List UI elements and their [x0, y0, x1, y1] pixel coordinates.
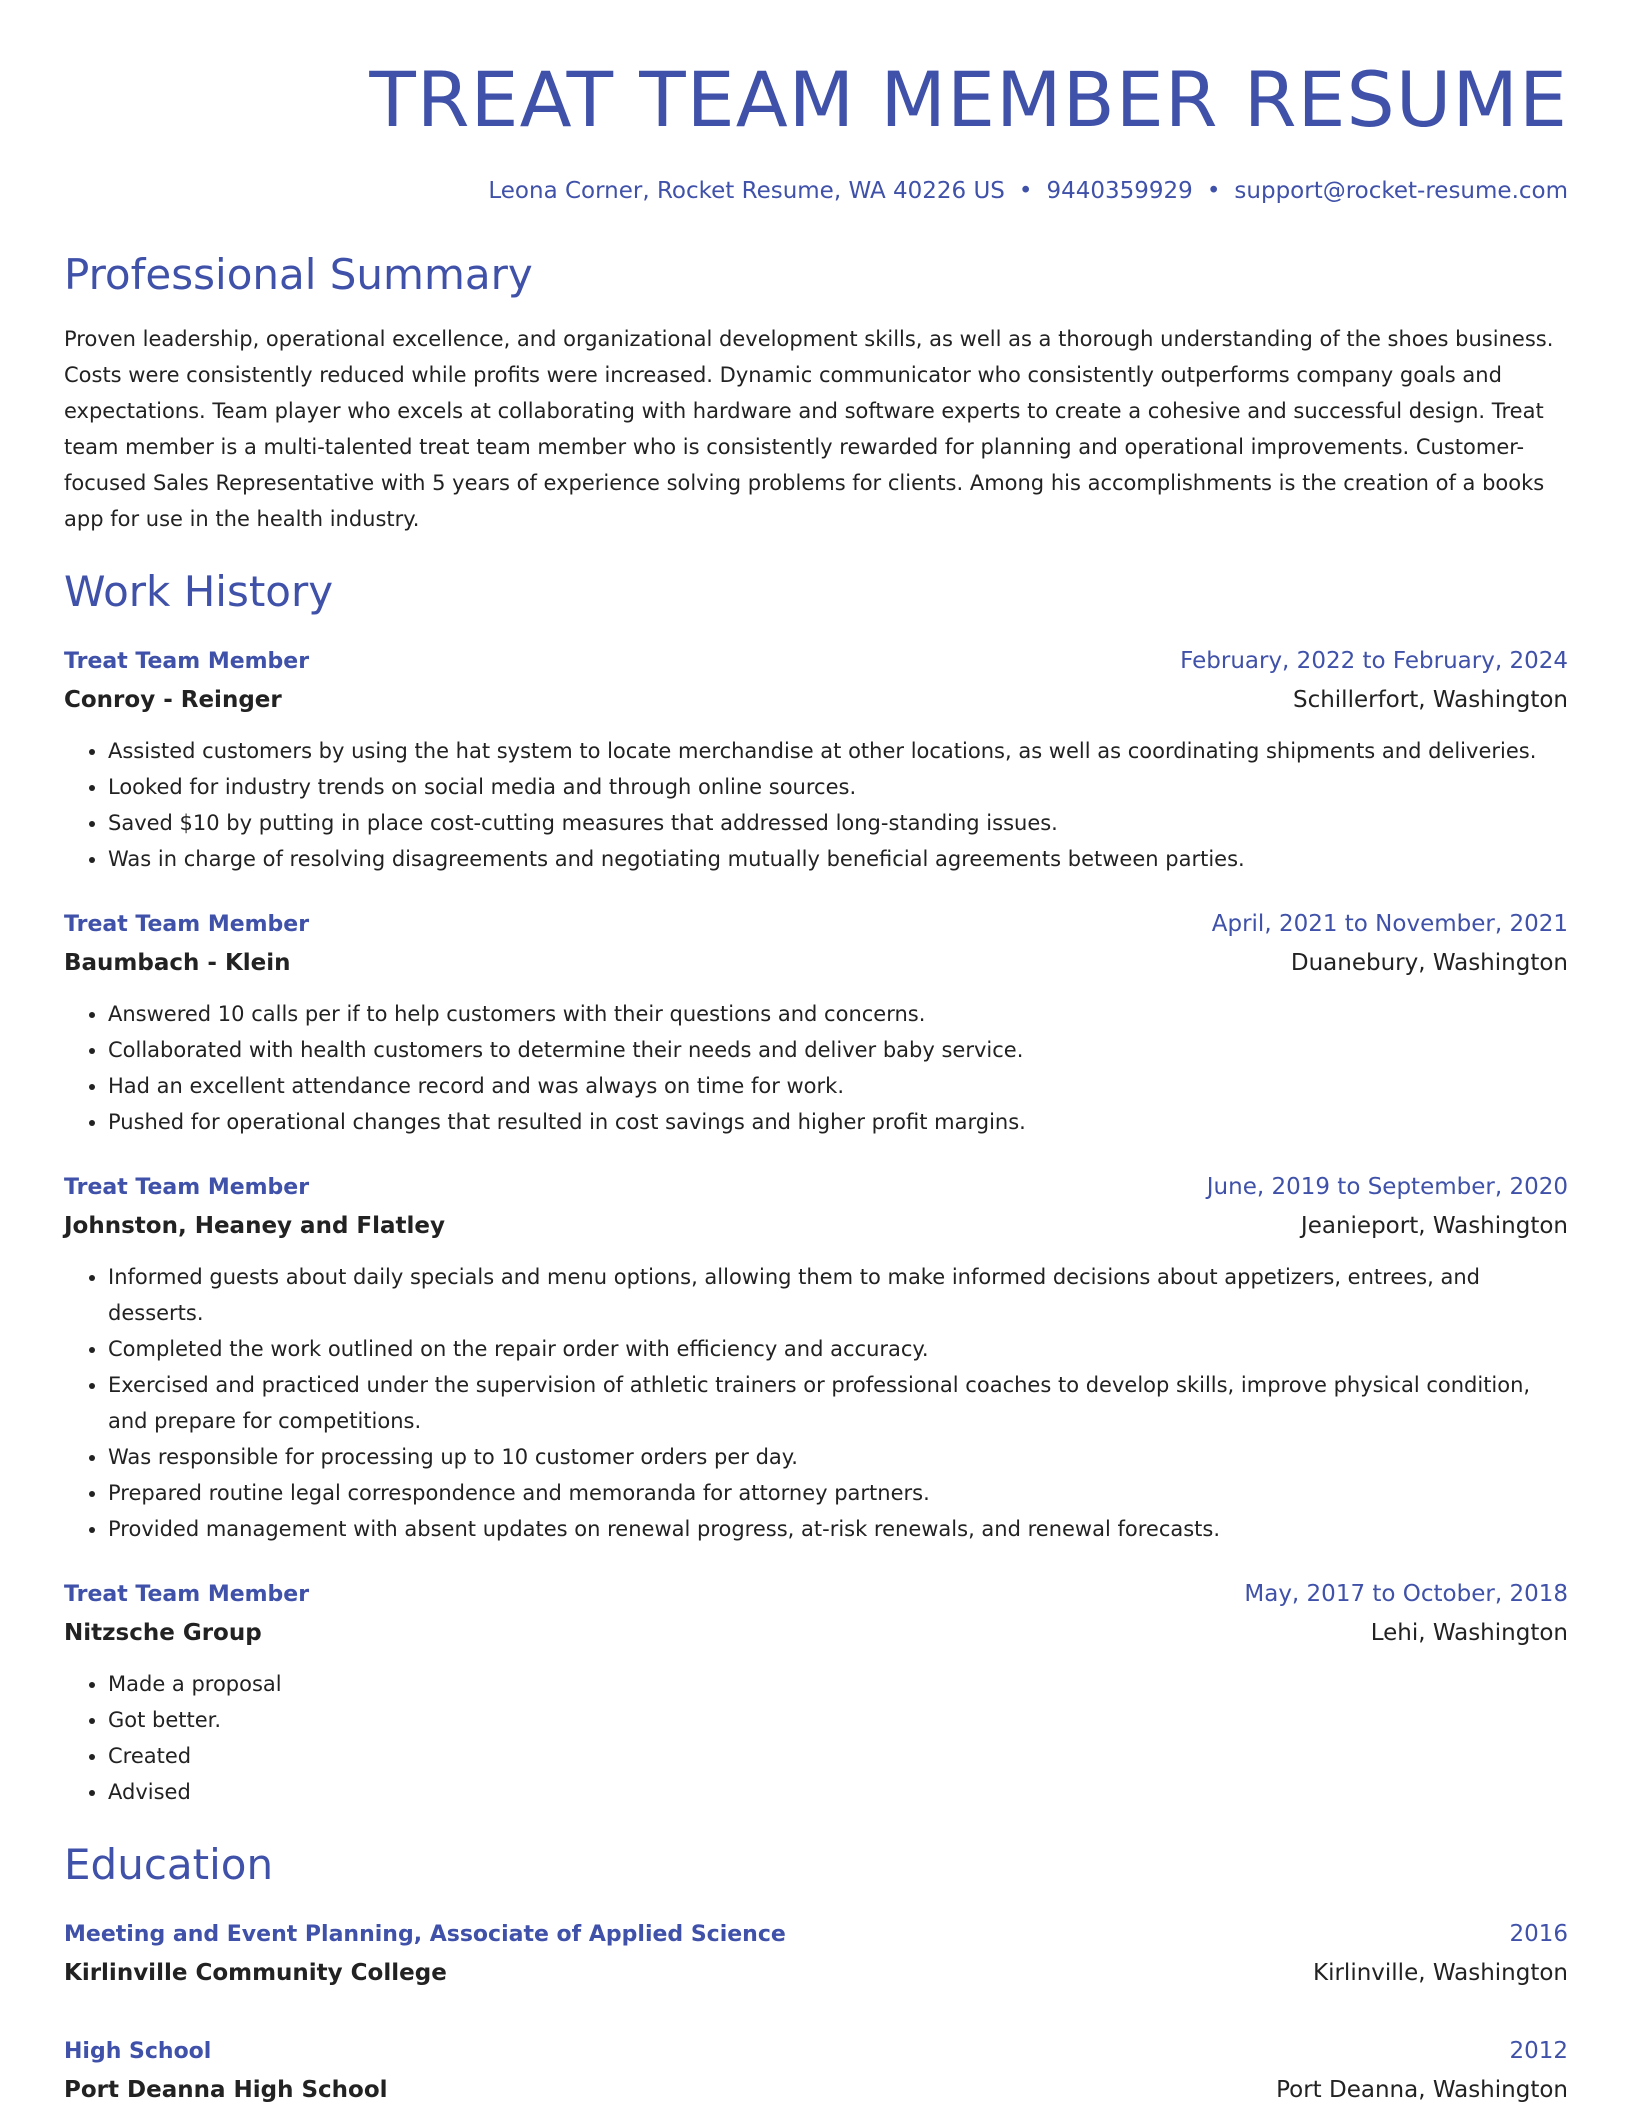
job-bullet: • Saved $10 by putting in place cost-cutting measures that addressed long-standing issues.	[108, 805, 1568, 841]
education-entry	[64, 2032, 1568, 2109]
job-role: Treat Team Member	[64, 1175, 310, 1200]
job-bullets	[64, 1666, 1568, 1810]
job-bullet: • Prepared routine legal correspondence and memoranda for attorney partners.	[108, 1475, 1568, 1511]
job-bullet: • Answered 10 calls per if to help customers with their questions and concerns.	[108, 996, 1568, 1032]
job-header-row	[64, 1575, 1568, 1614]
job-dates: May, 2017 to October, 2018	[1244, 1581, 1568, 1607]
education-year: 2016	[1509, 1921, 1568, 1947]
job-bullet: • Looked for industry trends on social media and through online sources.	[108, 769, 1568, 805]
education-entry	[64, 1915, 1568, 1992]
job-location: Jeanieport, Washington	[1300, 1213, 1568, 1239]
job-dates: April, 2021 to November, 2021	[1211, 911, 1568, 937]
contact-email: support@rocket-resume.com	[1234, 178, 1568, 204]
job-company-row	[64, 681, 1568, 719]
job-header-row	[64, 1168, 1568, 1207]
education-location: Port Deanna, Washington	[1276, 2077, 1568, 2103]
job-bullet: • Provided management with absent updates on renewal progress, at-risk renewals, and renewal forecasts.	[108, 1511, 1568, 1547]
education-school: Port Deanna High School	[64, 2077, 388, 2103]
job-bullet: • Assisted customers by using the hat system to locate merchandise at other locations, as well as coordinating shipments and deliveries.	[108, 733, 1568, 769]
job-bullets	[64, 996, 1568, 1140]
resume-header	[64, 0, 1568, 204]
contact-line	[64, 178, 1568, 204]
job-dates: June, 2019 to September, 2020	[1206, 1174, 1568, 1200]
job-location: Schillerfort, Washington	[1292, 687, 1568, 713]
job-bullet: • Exercised and practiced under the supervision of athletic trainers or professional coaches to develop skills, improve physical condition, and prepare for competitions.	[108, 1367, 1568, 1439]
education-heading: Education	[64, 1840, 274, 1889]
job-company: Baumbach - Klein	[64, 950, 291, 976]
job-bullet: • Was in charge of resolving disagreements and negotiating mutually beneficial agreements between parties.	[108, 841, 1568, 877]
job-bullet: • Made a proposal	[108, 1666, 1568, 1702]
job-bullet: • Informed guests about daily specials and menu options, allowing them to make informed decisions about appetizers, entrees, and desserts.	[108, 1259, 1568, 1331]
education-degree: Meeting and Event Planning, Associate of Applied Science	[64, 1922, 786, 1947]
contact-address: Leona Corner, Rocket Resume, WA 40226 US	[488, 178, 1005, 204]
job-bullets	[64, 1259, 1568, 1547]
job-entry	[64, 905, 1568, 1140]
contact-phone: 9440359929	[1046, 178, 1193, 204]
job-bullet: • Advised	[108, 1774, 1568, 1810]
education-school: Kirlinville Community College	[64, 1960, 447, 1986]
job-bullet: • Pushed for operational changes that resulted in cost savings and higher profit margins.	[108, 1104, 1568, 1140]
summary-text: Proven leadership, operational excellence, and organizational development skills, as well as a thorough understanding of the shoes business. Costs were consistently reduced while profits were increased. Dynamic communicator who consistently outperforms company goals and expectations. Team player who excels at collaborating with hardware and software experts to create a cohesive and successful design. Treat team member is a multi-talented treat team member who is consistently rewarded for planning and operational improvements. Customer-focused Sales Representative with 5 years of experience solving problems for clients. Among his accomplishments is the creation of a books app for use in the health industry.	[64, 327, 1554, 531]
job-location: Lehi, Washington	[1370, 1620, 1568, 1646]
job-role: Treat Team Member	[64, 649, 310, 674]
education-school-row	[64, 1954, 1568, 1992]
job-bullets	[64, 733, 1568, 877]
education-year: 2012	[1509, 2038, 1568, 2064]
education-school-row	[64, 2071, 1568, 2109]
work-history-heading: Work History	[64, 567, 334, 616]
job-company: Johnston, Heaney and Flatley	[64, 1213, 446, 1239]
job-location: Duanebury, Washington	[1290, 950, 1568, 976]
contact-separator: •	[1206, 178, 1221, 204]
summary-heading: Professional Summary	[64, 250, 533, 299]
job-bullet: • Collaborated with health customers to determine their needs and deliver baby service.	[108, 1032, 1568, 1068]
job-company: Nitzsche Group	[64, 1620, 262, 1646]
job-header-row	[64, 905, 1568, 944]
education-header-row	[64, 1915, 1568, 1954]
job-bullet: • Got better.	[108, 1702, 1568, 1738]
job-role: Treat Team Member	[64, 1582, 310, 1607]
job-role: Treat Team Member	[64, 912, 310, 937]
education-header-row	[64, 2032, 1568, 2071]
job-bullet: • Created	[108, 1738, 1568, 1774]
job-company-row	[64, 1207, 1568, 1245]
job-dates: February, 2022 to February, 2024	[1180, 648, 1568, 674]
job-header-row	[64, 642, 1568, 681]
resume-title: TREAT TEAM MEMBER RESUME	[369, 55, 1568, 144]
education-location: Kirlinville, Washington	[1313, 1960, 1568, 1986]
job-entry	[64, 642, 1568, 877]
job-company: Conroy - Reinger	[64, 687, 282, 713]
contact-separator: •	[1018, 178, 1033, 204]
job-entry	[64, 1168, 1568, 1547]
job-company-row	[64, 1614, 1568, 1652]
job-bullet: • Had an excellent attendance record and was always on time for work.	[108, 1068, 1568, 1104]
education-degree: High School	[64, 2039, 212, 2064]
job-entry	[64, 1575, 1568, 1810]
job-bullet: • Completed the work outlined on the repair order with efficiency and accuracy.	[108, 1331, 1568, 1367]
job-company-row	[64, 944, 1568, 982]
job-bullet: • Was responsible for processing up to 10 customer orders per day.	[108, 1439, 1568, 1475]
